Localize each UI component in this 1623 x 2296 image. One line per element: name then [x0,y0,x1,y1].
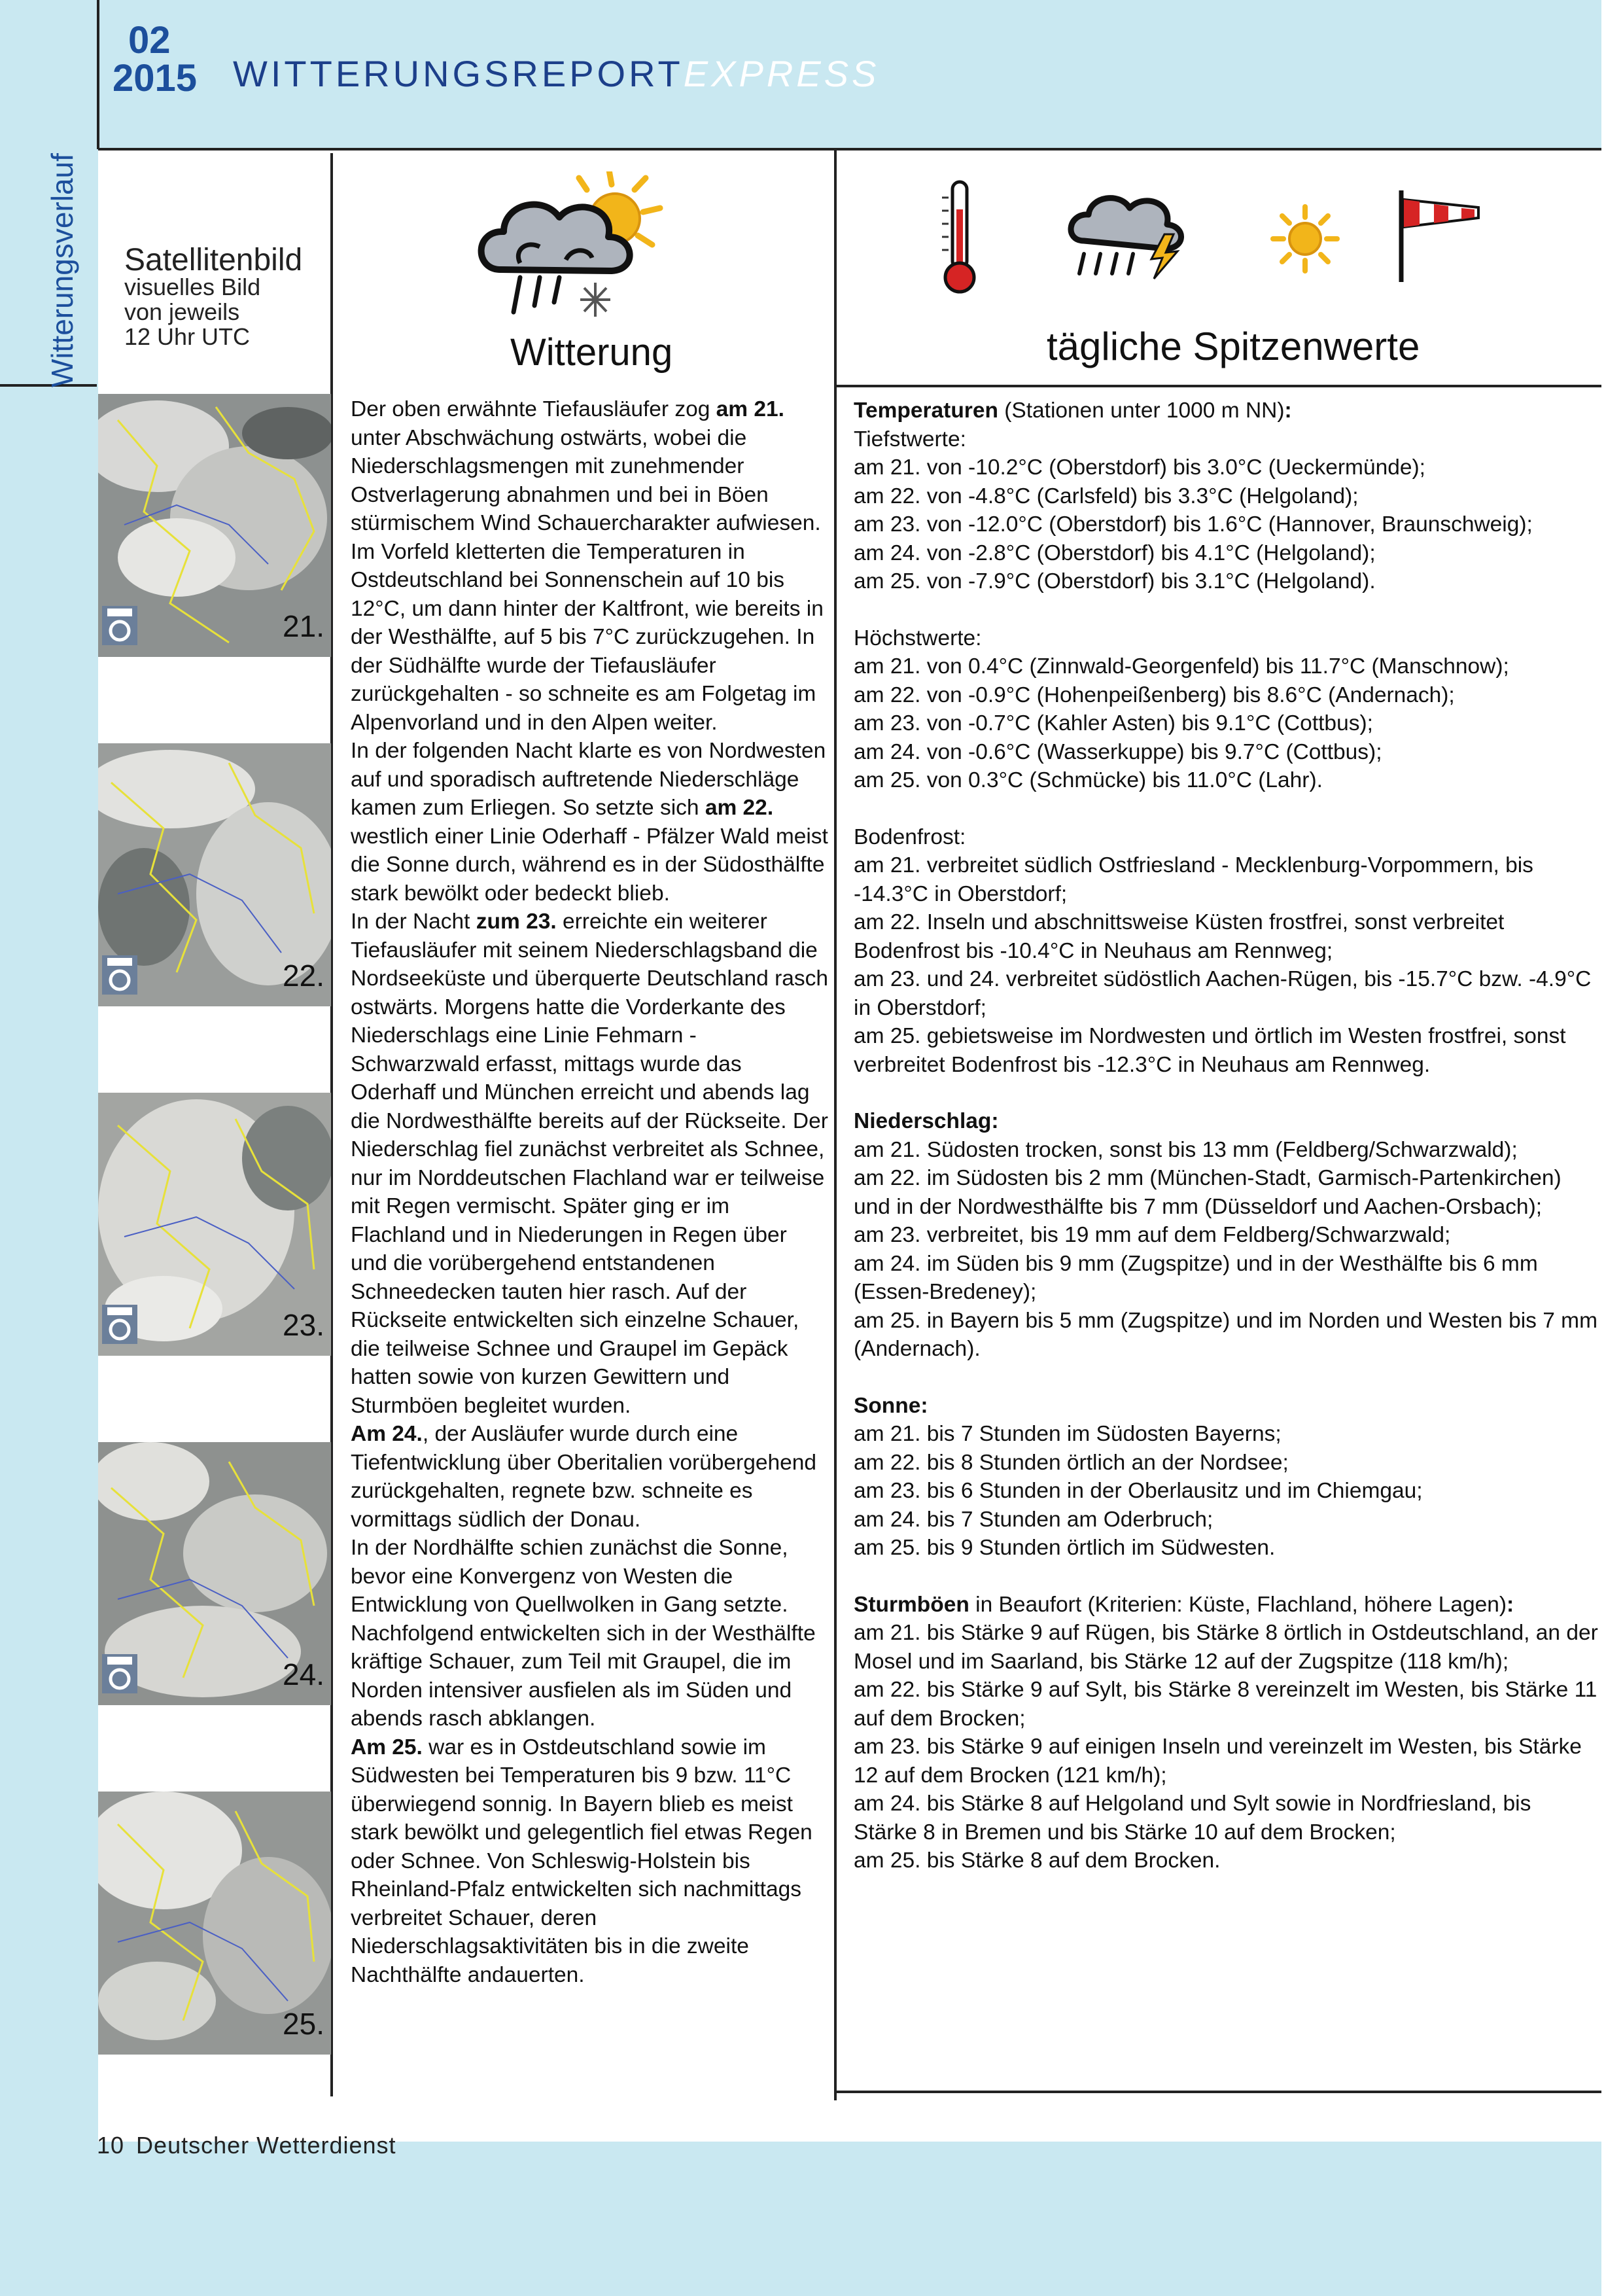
emphasis-text: am 22. [705,796,774,820]
issue-year: 2015 [113,57,198,99]
issue-month: 02 [128,19,171,62]
peak-line [854,1619,1599,1676]
text-run: erreichte ein weiterer Tiefausläufer mit seinem Niederschlagsband die Nordseeküste und überquerte Deutschland rasch ostwärts. Morgens hatte die Vorderkante des Niederschlags eine Linie Fehmarn - Schwarzwald erfasst, mittags wurde das Oderhaff und München erreicht und abends lag die Nordwesthälfte bereits auf der Rückseite. Der Niederschlag fiel zunächst verbreitet als Schnee, nur im Norddeutschen Flachland war er teilweise mit Regen vermischt. Später ging er im Flachland und in Niederungen in Regen über und die vorübergehend entstandenen Schneedecken tauten hier rasch. Auf der Rückseite entwickelten sich einzelne Schauer, die teilweise Schnee und Graupel im Gepäck hatten sowie von kurzen Gewittern und Sturmböen begleitet wurden. [351,910,828,1418]
text-run: , der Ausläufer wurde durch eine Tiefentwicklung über Oberitalien vorübergehend zurückgehalten, regnete bzw. schneite es vormittags südlich der Donau. [351,1422,816,1532]
satellite-image [98,394,331,657]
text-run: Der oben erwähnte Tiefausläufer zog [351,397,716,421]
satellite-subtitle-line: von jeweils [124,298,240,325]
text-run: am 23. und 24. verbreitet südöstlich Aachen-Rügen, bis -15.7°C bzw. -4.9°C in Oberstdorf; [854,967,1592,1020]
emphasis-text: am 21. [716,397,784,421]
dwd-logo [102,1305,137,1344]
peak-section [854,823,1599,1080]
satellite-image [98,743,331,1006]
satellite-day-label: 21. [283,609,324,643]
peak-line [854,908,1599,965]
text-run: am 21. bis Stärke 9 auf Rügen, bis Stärke 8 örtlich in Ostdeutschland, an der Mosel und im Saarland, bis Stärke 12 auf der Zugspitze (118 km/h); [854,1621,1598,1674]
peak-line [854,453,1599,482]
weather-paragraph [351,737,828,908]
emphasis-text: : [1284,398,1292,423]
dwd-logo [102,1654,137,1693]
text-run: In der folgenden Nacht klarte es von Nordwesten auf und sporadisch auftretende Niederschläge kamen zum Erliegen. So setzte sich [351,739,826,820]
text-run: Bodenfrost: [854,824,966,849]
text-run: am 22. im Südosten bis 2 mm (München-Stadt, Garmisch-Partenkirchen) und in der Nordwesthälfte bis 7 mm (Düsseldorf und Aachen-Orsbach); [854,1166,1562,1219]
text-run: am 23. bis Stärke 9 auf einigen Inseln und vereinzelt im Westen, bis Stärke 12 auf dem Brocken (121 km/h); [854,1735,1582,1788]
weather-paragraph [351,1733,828,1990]
peak-line [854,567,1599,596]
peak-line [854,1250,1599,1307]
weather-paragraph [351,908,828,1420]
footer-band [0,2142,1601,2296]
text-run: am 23. bis 6 Stunden in der Oberlausitz und im Chiemgau; [854,1479,1423,1503]
text-run: Höchstwerte: [854,626,982,650]
peak-line [854,1591,1599,1619]
satellite-subtitle-line: 12 Uhr UTC [124,323,251,350]
text-run: am 22. bis Stärke 9 auf Sylt, bis Stärke 8 vereinzelt im Westen, bis Stärke 11 auf dem Brocken; [854,1678,1597,1731]
text-run: (Stationen unter 1000 m NN) [998,398,1285,423]
dwd-logo [102,955,137,995]
peak-column-title: tägliche Spitzenwerte [1047,325,1420,368]
peak-line [854,624,1599,653]
windsock-icon [1393,186,1485,285]
peak-line [854,1506,1599,1534]
text-run: Tiefstwerte: [854,427,966,451]
text-run: am 24. im Süden bis 9 mm (Zugspitze) und in der Westhälfte bis 6 mm (Essen-Bredeney); [854,1251,1538,1304]
peak-section [854,397,1599,596]
peak-line [854,965,1599,1022]
weather-text [351,395,828,1989]
side-label: Witterungsverlauf [45,153,79,387]
peak-line [854,709,1599,738]
text-run: am 22. von -0.9°C (Hohenpeißenberg) bis 8.6°C (Andernach); [854,682,1455,707]
text-run: am 23. verbreitet, bis 19 mm auf dem Feldberg/Schwarzwald; [854,1223,1451,1247]
weather-paragraph [351,1420,828,1534]
header-rule [98,148,1601,150]
satellite-image [98,1093,331,1356]
text-run: am 22. von -4.8°C (Carlsfeld) bis 3.3°C (Helgoland); [854,484,1359,508]
peak-line [854,1420,1599,1449]
emphasis-text: Sturmböen [854,1592,969,1617]
column-foot-rule [835,2091,1601,2093]
peak-line [854,1534,1599,1563]
satellite-day-label: 22. [283,959,324,993]
peak-line [854,539,1599,568]
peak-line [854,823,1599,852]
peak-line [854,1107,1599,1136]
text-run: am 25. bis 9 Stunden örtlich im Südwesten. [854,1536,1276,1560]
text-run: am 25. in Bayern bis 5 mm (Zugspitze) und im Norden und Westen bis 7 mm (Andernach). [854,1308,1597,1361]
cloud-sun-snow-icon [474,171,690,332]
text-run: am 24. von -2.8°C (Oberstdorf) bis 4.1°C (Helgoland); [854,540,1376,565]
peak-line [854,1676,1599,1733]
text-run: am 25. gebietsweise im Nordwesten und örtlich im Westen frostfrei, sonst verbreitet Bodenfrost bis -12.3°C in Neuhaus am Rennweg. [854,1024,1566,1077]
text-run: am 25. von -7.9°C (Oberstdorf) bis 3.1°C (Helgoland). [854,569,1376,593]
peak-line [854,397,1599,425]
report-title-main: WITTERUNGSREPORT [233,53,684,94]
peak-line [854,1790,1599,1846]
satellite-image [98,1442,331,1705]
peak-line [854,1221,1599,1250]
emphasis-text: Am 24. [351,1422,423,1446]
weather-paragraph [351,395,828,737]
peak-line [854,1449,1599,1477]
report-title [233,52,879,95]
peak-line [854,482,1599,511]
publisher-name: Deutscher Wetterdienst [136,2132,396,2159]
text-run: am 21. von 0.4°C (Zinnwald-Georgenfeld) bis 11.7°C (Manschnow); [854,654,1509,679]
peak-line [854,1733,1599,1790]
text-run: am 23. von -12.0°C (Oberstdorf) bis 1.6°C (Hannover, Braunschweig); [854,512,1533,537]
sun-icon [1269,203,1341,275]
emphasis-text: Sonne: [854,1393,928,1418]
thermometer-icon [937,178,983,296]
thunderstorm-icon [1068,188,1189,280]
header-divider [97,0,99,149]
column-rule-2 [834,149,837,2100]
peak-section [854,1392,1599,1563]
text-run: am 22. Inseln und abschnittsweise Küsten frostfrei, sonst verbreitet Bodenfrost bis -10.4°C in Neuhaus am Rennweg; [854,910,1505,963]
peak-line [854,766,1599,795]
peak-line [854,1022,1599,1079]
peak-values-text [854,397,1599,1903]
dwd-logo [102,606,137,645]
peak-line [854,851,1599,908]
text-run: am 21. Südosten trocken, sonst bis 13 mm (Feldberg/Schwarzwald); [854,1137,1518,1162]
text-run: am 21. verbreitet südlich Ostfriesland - Mecklenburg-Vorpommern, bis -14.3°C in Oberstdorf; [854,853,1533,906]
satellite-day-label: 23. [283,1308,324,1342]
column-head-rule [835,385,1601,387]
peak-line [854,1307,1599,1364]
weather-column-title: Witterung [510,331,673,374]
report-title-express: EXPRESS [683,53,880,94]
left-band [0,149,98,2142]
emphasis-text: : [1507,1592,1514,1617]
text-run: am 24. bis 7 Stunden am Oderbruch; [854,1507,1213,1532]
peak-line [854,738,1599,767]
text-run: am 22. bis 8 Stunden örtlich an der Nordsee; [854,1450,1289,1475]
peak-line [854,681,1599,710]
peak-section [854,1591,1599,1875]
text-run: westlich einer Linie Oderhaff - Pfälzer Wald meist die Sonne durch, während es in der Südosthälfte stark bewölkt oder bedeckt blieb. [351,824,828,906]
page-number: 10 [97,2132,125,2159]
peak-line [854,510,1599,539]
text-run: In der Nordhälfte schien zunächst die Sonne, bevor eine Konvergenz von Westen die Entwicklung von Quellwolken in Gang setzte. Nachfolgend entwickelten sich in der Westhälfte kräftige Schauer, zum Teil mit Graupel, die im Norden intensiver ausfielen als im Süden und abends rasch abklangen. [351,1536,816,1731]
text-run: In der Nacht [351,910,476,934]
right-margin [1601,0,1623,2296]
satellite-image [98,1792,331,2055]
emphasis-text: Am 25. [351,1735,423,1759]
emphasis-text: Temperaturen [854,398,998,423]
peak-line [854,1164,1599,1221]
text-run: am 25. bis Stärke 8 auf dem Brocken. [854,1848,1221,1873]
text-run: in Beaufort (Kriterien: Küste, Flachland, höhere Lagen) [969,1592,1507,1617]
page-footer [97,2132,408,2159]
text-run: am 24. bis Stärke 8 auf Helgoland und Sylt sowie in Nordfriesland, bis Stärke 8 in Bremen und bis Stärke 10 auf dem Brocken; [854,1792,1531,1845]
peak-section [854,624,1599,795]
text-run: am 21. von -10.2°C (Oberstdorf) bis 3.0°C (Ueckermünde); [854,455,1425,480]
peak-line [854,652,1599,681]
emphasis-text: Niederschlag: [854,1109,999,1133]
peak-line [854,1846,1599,1875]
text-run: am 23. von -0.7°C (Kahler Asten) bis 9.1°C (Cottbus); [854,711,1373,735]
text-run: unter Abschwächung ostwärts, wobei die Niederschlagsmengen mit zunehmender Ostverlagerung abnahmen und bei in Böen stürmischem Wind Schauercharakter aufwiesen. Im Vorfeld kletterten die Temperaturen in Ostdeutschland bei Sonnenschein auf 10 bis 12°C, um dann hinter der Kaltfront, wie bereits in der Westhälfte, auf 5 bis 7°C zurückzugehen. In der Südhälfte wurde der Tiefausläufer zurückgehalten - so schneite es am Folgetag im Alpenvorland und in den Alpen weiter. [351,425,824,735]
satellite-subtitle [124,275,260,349]
peak-line [854,1136,1599,1165]
peak-line [854,1477,1599,1506]
peak-section [854,1107,1599,1364]
satellite-title: Satellitenbild [124,243,303,277]
peak-line [854,425,1599,454]
text-run: am 25. von 0.3°C (Schmücke) bis 11.0°C (Lahr). [854,768,1323,792]
text-run: am 21. bis 7 Stunden im Südosten Bayerns; [854,1422,1282,1446]
text-run: war es in Ostdeutschland sowie im Südwesten bei Temperaturen bis 9 bzw. 11°C überwiegend sonnig. In Bayern blieb es meist stark bewölkt und gelegentlich fiel etwas Regen oder Schnee. Von Schleswig-Holstein bis Rheinland-Pfalz entwickelten sich nachmittags verbreitet Schauer, deren Niederschlagsaktivitäten bis in die zweite Nachthälfte andauerten. [351,1735,812,1987]
weather-paragraph [351,1534,828,1733]
satellite-day-label: 24. [283,1657,324,1691]
text-run: am 24. von -0.6°C (Wasserkuppe) bis 9.7°C (Cottbus); [854,739,1382,764]
emphasis-text: zum 23. [476,910,557,934]
satellite-day-label: 25. [283,2007,324,2041]
satellite-subtitle-line: visuelles Bild [124,274,261,300]
peak-line [854,1392,1599,1421]
